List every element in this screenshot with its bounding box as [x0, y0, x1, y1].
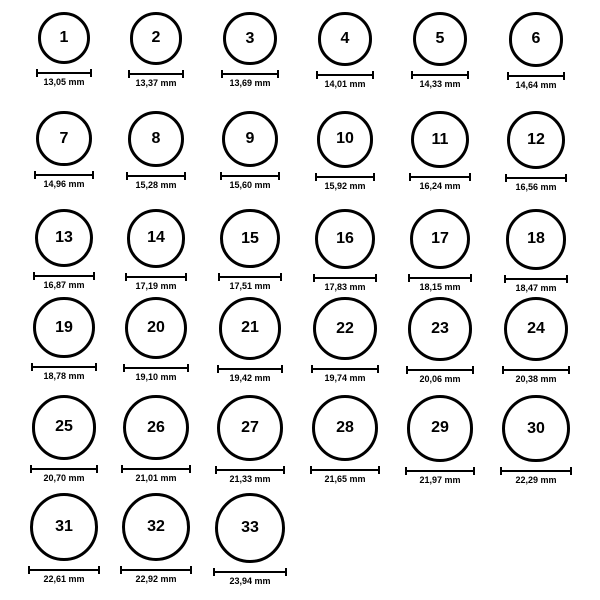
ring-size-label: 6	[531, 30, 541, 48]
diameter-value: 22,29 mm	[515, 475, 557, 486]
ring-size-label: 10	[336, 130, 354, 148]
measure-tick-right	[185, 273, 187, 281]
measure-line	[504, 278, 569, 280]
ring-size-cell	[395, 395, 485, 485]
measure-tick-right	[189, 465, 191, 473]
measure-tick-right	[277, 70, 279, 78]
ring-size-cell	[19, 209, 109, 290]
ring-circle	[312, 395, 378, 461]
diameter-value: 21,65 mm	[324, 474, 366, 485]
measure-line	[31, 366, 96, 368]
measure-tick-left	[120, 566, 122, 574]
diameter-measure-bar	[120, 566, 192, 573]
ring-size-label: 17	[431, 230, 449, 248]
diameter-measure-bar	[28, 566, 100, 573]
ring-circle	[504, 297, 568, 361]
ring-circle	[35, 209, 93, 267]
diameter-value: 18,78 mm	[43, 371, 85, 382]
ring-circle	[36, 111, 91, 166]
diameter-value: 13,37 mm	[135, 77, 177, 88]
ring-circle	[215, 493, 285, 563]
ring-size-cell	[395, 209, 485, 292]
ring-size-cell	[19, 12, 109, 87]
measure-tick-left	[315, 173, 317, 181]
measure-tick-right	[472, 366, 474, 374]
ring-size-label: 28	[336, 419, 354, 437]
measure-tick-right	[469, 173, 471, 181]
ring-circle	[30, 493, 98, 561]
measure-tick-left	[507, 72, 509, 80]
measure-tick-right	[278, 172, 280, 180]
diameter-value: 18,47 mm	[515, 282, 557, 293]
ring-size-label: 11	[431, 130, 449, 148]
measure-tick-right	[568, 366, 570, 374]
ring-size-cell	[19, 297, 109, 381]
ring-circle	[222, 111, 278, 167]
measure-tick-right	[98, 566, 100, 574]
ring-size-label: 13	[55, 229, 73, 247]
diameter-measure-bar	[406, 366, 474, 373]
measure-line	[507, 75, 566, 77]
ring-size-cell	[111, 493, 201, 584]
measure-tick-right	[90, 69, 92, 77]
ring-size-cell	[300, 395, 390, 484]
ring-size-label: 22	[336, 319, 354, 337]
ring-size-label: 14	[147, 229, 165, 247]
ring-circle	[122, 493, 190, 561]
measure-tick-right	[570, 467, 572, 475]
diameter-value: 21,01 mm	[135, 473, 177, 484]
measure-tick-right	[280, 273, 282, 281]
diameter-value: 20,38 mm	[515, 374, 557, 385]
ring-size-label: 3	[245, 29, 255, 47]
measure-tick-left	[217, 365, 219, 373]
ring-size-label: 25	[55, 418, 73, 436]
ring-circle	[127, 209, 186, 268]
measure-tick-right	[563, 72, 565, 80]
ring-circle	[410, 209, 470, 269]
ring-circle	[315, 209, 375, 269]
measure-line	[220, 175, 280, 177]
ring-circle	[32, 395, 97, 460]
measure-tick-right	[473, 467, 475, 475]
ring-size-label: 12	[527, 130, 545, 148]
diameter-value: 16,24 mm	[419, 181, 461, 192]
measure-tick-right	[285, 568, 287, 576]
measure-line	[33, 275, 95, 277]
ring-circle	[38, 12, 90, 64]
diameter-value: 13,05 mm	[43, 77, 85, 87]
diameter-value: 18,15 mm	[419, 282, 461, 293]
measure-tick-right	[467, 71, 469, 79]
ring-size-cell	[491, 395, 581, 485]
measure-line	[311, 368, 378, 370]
measure-tick-right	[566, 275, 568, 283]
ring-size-label: 8	[151, 129, 161, 147]
measure-tick-left	[125, 273, 127, 281]
diameter-value: 17,51 mm	[229, 281, 271, 292]
measure-tick-right	[184, 172, 186, 180]
ring-size-cell	[111, 297, 201, 382]
ring-circle	[507, 111, 565, 169]
ring-size-label: 24	[527, 320, 545, 338]
measure-tick-left	[218, 273, 220, 281]
ring-circle	[123, 395, 188, 460]
measure-line	[215, 469, 285, 471]
measure-line	[405, 470, 476, 472]
diameter-measure-bar	[34, 171, 93, 178]
ring-size-cell	[111, 209, 201, 291]
ring-size-cell	[300, 111, 390, 191]
ring-circle	[407, 395, 474, 462]
ring-size-cell	[111, 12, 201, 88]
diameter-measure-bar	[504, 275, 569, 282]
ring-circle	[509, 12, 564, 67]
measure-line	[121, 468, 190, 470]
measure-tick-right	[373, 173, 375, 181]
measure-tick-right	[182, 70, 184, 78]
ring-circle	[408, 297, 472, 361]
ring-circle	[220, 209, 279, 268]
measure-tick-right	[565, 174, 567, 182]
measure-tick-left	[30, 465, 32, 473]
measure-tick-left	[408, 274, 410, 282]
ring-circle	[317, 111, 374, 168]
ring-size-cell	[205, 493, 295, 586]
diameter-measure-bar	[409, 173, 470, 180]
diameter-value: 20,70 mm	[43, 472, 85, 483]
ring-size-label: 20	[147, 319, 165, 336]
measure-tick-right	[377, 365, 379, 373]
measure-line	[34, 174, 93, 176]
diameter-measure-bar	[217, 365, 284, 372]
measure-tick-left	[123, 364, 125, 372]
ring-size-label: 27	[241, 418, 259, 436]
diameter-measure-bar	[507, 72, 566, 79]
ring-circle	[33, 297, 94, 358]
measure-tick-left	[406, 366, 408, 374]
ring-size-cell	[205, 12, 295, 88]
diameter-value: 22,92 mm	[135, 574, 177, 585]
diameter-value: 15,60 mm	[229, 180, 271, 191]
ring-size-cell	[395, 12, 485, 89]
measure-tick-right	[190, 566, 192, 574]
diameter-measure-bar	[121, 465, 190, 472]
measure-tick-left	[502, 366, 504, 374]
measure-line	[310, 469, 380, 471]
measure-tick-right	[187, 364, 189, 372]
measure-line	[221, 73, 278, 75]
ring-circle	[318, 12, 372, 66]
measure-tick-left	[313, 274, 315, 282]
diameter-measure-bar	[125, 273, 188, 280]
ring-size-cell	[111, 111, 201, 190]
diameter-measure-bar	[411, 71, 469, 78]
measure-tick-left	[311, 365, 313, 373]
diameter-measure-bar	[36, 69, 92, 76]
ring-size-label: 19	[55, 318, 73, 336]
diameter-value: 16,56 mm	[515, 181, 557, 192]
measure-tick-left	[126, 172, 128, 180]
measure-line	[125, 276, 188, 278]
diameter-value: 21,33 mm	[229, 473, 271, 484]
ring-size-label: 29	[431, 419, 449, 437]
measure-tick-left	[221, 70, 223, 78]
measure-line	[36, 72, 92, 74]
measure-tick-left	[33, 272, 35, 280]
ring-size-label: 9	[245, 130, 255, 148]
measure-tick-left	[316, 71, 318, 79]
diameter-value: 13,69 mm	[229, 78, 271, 89]
ring-circle	[413, 12, 467, 66]
ring-size-cell	[300, 12, 390, 89]
diameter-measure-bar	[313, 274, 377, 281]
measure-tick-right	[283, 466, 285, 474]
ring-size-cell	[395, 297, 485, 384]
diameter-measure-bar	[213, 568, 287, 575]
ring-size-label: 2	[151, 29, 161, 47]
measure-tick-left	[34, 171, 36, 179]
ring-size-label: 18	[527, 230, 545, 248]
ring-size-label: 16	[336, 229, 354, 247]
measure-line	[505, 177, 567, 179]
ring-size-cell	[205, 395, 295, 484]
diameter-measure-bar	[215, 466, 285, 473]
ring-size-label: 30	[527, 419, 545, 437]
diameter-measure-bar	[316, 71, 374, 78]
diameter-value: 16,87 mm	[43, 280, 85, 291]
measure-line	[409, 176, 470, 178]
ring-circle	[313, 297, 376, 360]
measure-tick-left	[504, 275, 506, 283]
measure-line	[128, 73, 185, 75]
ring-size-cell	[395, 111, 485, 191]
diameter-value: 15,92 mm	[324, 180, 366, 191]
diameter-measure-bar	[30, 465, 99, 472]
diameter-value: 14,64 mm	[515, 79, 557, 90]
ring-size-label: 5	[435, 30, 445, 48]
ring-size-cell	[491, 12, 581, 90]
measure-line	[123, 367, 189, 369]
diameter-value: 19,74 mm	[324, 373, 366, 384]
measure-tick-right	[470, 274, 472, 282]
diameter-measure-bar	[502, 366, 570, 373]
ring-circle	[128, 111, 184, 167]
ring-size-cell	[300, 209, 390, 292]
measure-tick-left	[36, 69, 38, 77]
ring-size-cell	[19, 493, 109, 584]
diameter-value: 17,19 mm	[135, 280, 177, 291]
ring-size-label: 33	[241, 519, 259, 536]
ring-size-cell	[19, 395, 109, 483]
measure-tick-left	[409, 173, 411, 181]
ring-size-cell	[205, 297, 295, 383]
measure-tick-left	[220, 172, 222, 180]
measure-tick-left	[215, 466, 217, 474]
measure-tick-left	[128, 70, 130, 78]
ring-circle	[502, 395, 569, 462]
ring-size-label: 1	[59, 29, 69, 46]
measure-tick-left	[505, 174, 507, 182]
ring-size-label: 32	[147, 518, 165, 536]
diameter-measure-bar	[128, 70, 185, 77]
ring-size-label: 7	[59, 129, 69, 147]
ring-size-cell	[205, 111, 295, 190]
diameter-measure-bar	[505, 174, 567, 181]
ring-size-label: 23	[431, 319, 449, 337]
diameter-value: 14,33 mm	[419, 79, 461, 90]
measure-line	[120, 569, 192, 571]
diameter-value: 15,28 mm	[135, 179, 177, 190]
diameter-measure-bar	[405, 467, 476, 474]
measure-tick-right	[375, 274, 377, 282]
ring-circle	[125, 297, 187, 359]
measure-tick-right	[281, 365, 283, 373]
measure-tick-left	[28, 566, 30, 574]
ring-size-label: 4	[340, 29, 350, 47]
measure-tick-right	[372, 71, 374, 79]
diameter-value: 19,10 mm	[135, 372, 177, 382]
ring-circle	[411, 111, 468, 168]
measure-tick-left	[405, 467, 407, 475]
ring-size-cell	[491, 111, 581, 192]
ring-size-label: 15	[241, 229, 259, 247]
ring-size-label: 26	[147, 418, 165, 436]
measure-line	[411, 74, 469, 76]
measure-tick-left	[411, 71, 413, 79]
diameter-value: 21,97 mm	[419, 474, 461, 485]
measure-tick-left	[213, 568, 215, 576]
diameter-measure-bar	[123, 364, 189, 371]
diameter-measure-bar	[311, 365, 378, 372]
ring-size-cell	[205, 209, 295, 291]
diameter-measure-bar	[126, 172, 186, 179]
diameter-measure-bar	[33, 272, 95, 279]
diameter-value: 14,01 mm	[324, 78, 366, 89]
measure-line	[28, 569, 100, 571]
diameter-value: 17,83 mm	[324, 281, 366, 292]
measure-tick-right	[378, 466, 380, 474]
ring-size-cell	[300, 297, 390, 383]
ring-circle	[223, 12, 276, 65]
measure-line	[217, 368, 284, 370]
ring-size-cell	[491, 209, 581, 293]
measure-line	[126, 175, 186, 177]
measure-line	[408, 277, 472, 279]
measure-tick-left	[310, 466, 312, 474]
ring-size-cell	[491, 297, 581, 384]
diameter-value: 20,06 mm	[419, 373, 461, 384]
diameter-value: 19,42 mm	[229, 372, 271, 383]
measure-line	[218, 276, 281, 278]
diameter-value: 14,96 mm	[43, 179, 85, 190]
diameter-measure-bar	[31, 363, 96, 370]
diameter-value: 22,61 mm	[43, 573, 85, 584]
measure-tick-right	[93, 272, 95, 280]
diameter-measure-bar	[500, 467, 571, 474]
ring-circle	[130, 12, 183, 65]
measure-tick-left	[121, 465, 123, 473]
diameter-measure-bar	[310, 466, 380, 473]
measure-tick-right	[96, 465, 98, 473]
ring-circle	[219, 297, 282, 360]
ring-size-label: 21	[241, 319, 259, 337]
measure-line	[316, 74, 374, 76]
measure-line	[315, 176, 376, 178]
measure-line	[406, 369, 474, 371]
ring-size-cell	[19, 111, 109, 189]
ring-circle	[217, 395, 283, 461]
diameter-measure-bar	[408, 274, 472, 281]
diameter-measure-bar	[220, 172, 280, 179]
measure-tick-left	[500, 467, 502, 475]
ring-size-cell	[111, 395, 201, 483]
ring-circle	[506, 209, 567, 270]
measure-tick-right	[95, 363, 97, 371]
diameter-measure-bar	[218, 273, 281, 280]
diameter-measure-bar	[315, 173, 376, 180]
measure-line	[213, 571, 287, 573]
measure-line	[30, 468, 99, 470]
measure-line	[500, 470, 571, 472]
measure-tick-left	[31, 363, 33, 371]
diameter-value: 23,94 mm	[229, 576, 271, 586]
diameter-measure-bar	[221, 70, 278, 77]
ring-size-label: 31	[55, 517, 73, 535]
measure-line	[313, 277, 377, 279]
measure-tick-right	[92, 171, 94, 179]
measure-line	[502, 369, 570, 371]
